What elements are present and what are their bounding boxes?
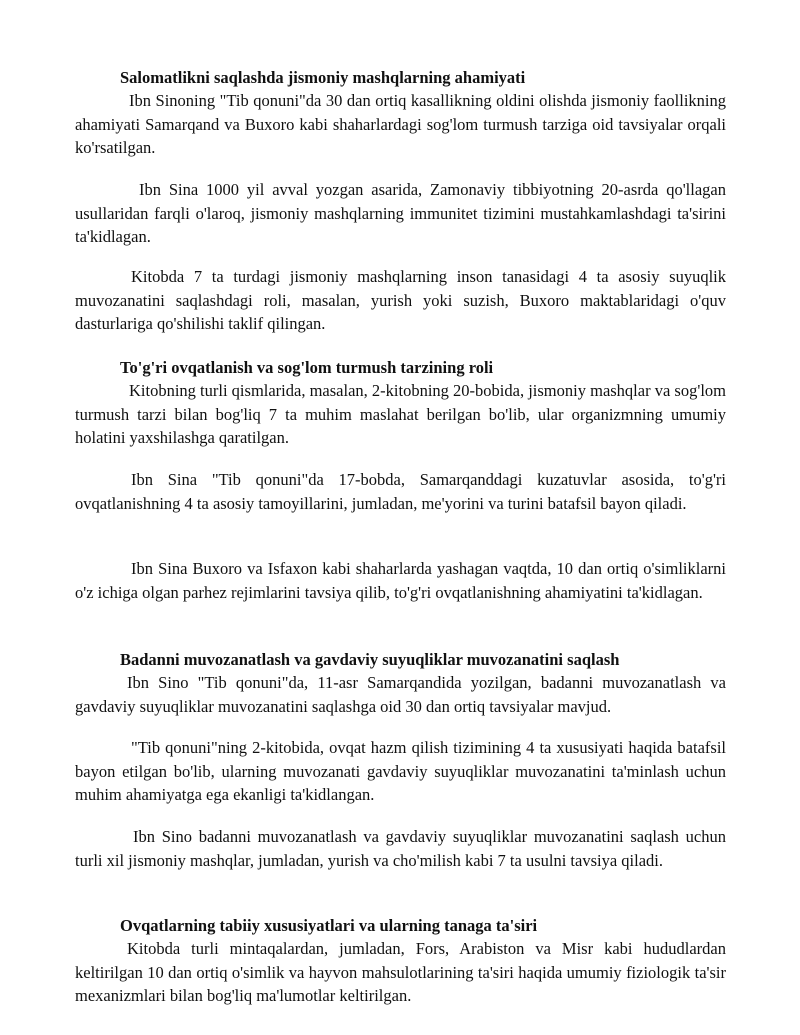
section-heading: To'g'ri ovqatlanish va sog'lom turmush tarzining roli: [120, 358, 494, 377]
paragraph: Ibn Sino badanni muvozanatlash va gavdaviy suyuqliklar muvozanatini saqlash uchun turli xil jismoniy mashqlar, jumladan, yurish va cho'milish kabi 7 ta usulni tavsiya qiladi.: [75, 827, 726, 870]
paragraph: Kitobning turli qismlarida, masalan, 2-kitobning 20-bobida, jismoniy mashqlar va sog'lom turmush tarzi bilan bog'liq 7 ta muhim maslahat berilgan bo'lib, ular organizmning umumiy holatini yaxshilashga qaratilgan.: [75, 381, 726, 447]
paragraph: "Tib qonuni"ning 2-kitobida, ovqat hazm qilish tizimining 4 ta xususiyati haqida batafsil bayon etilgan bo'lib, ularning muvozanati gavdaviy suyuqliklar muvozanatini ta'minlash uchun muhim ahamiyatga ega ekanligi ta'kidlangan.: [75, 738, 726, 804]
paragraph: Kitobda turli mintaqalardan, jumladan, Fors, Arabiston va Misr kabi hududlardan keltirilgan 10 dan ortiq o'simlik va hayvon mahsulotlarining ta'siri haqida umumiy fiziologik ta'sir mexanizmlari bilan bog'liq ma'lumotlar keltirilgan.: [75, 939, 726, 1005]
paragraph: Ibn Sina "Tib qonuni"da 17-bobda, Samarqanddagi kuzatuvlar asosida, to'g'ri ovqatlanishning 4 ta asosiy tamoyillarini, jumladan, me'yorini va turini batafsil bayon qiladi.: [75, 470, 726, 513]
paragraph: Ibn Sino "Tib qonuni"da, 11-asr Samarqandida yozilgan, badanni muvozanatlash va gavdaviy suyuqliklar muvozanatini saqlashga oid 30 dan ortiq tavsiyalar mavjud.: [75, 673, 726, 716]
section-heading: Salomatlikni saqlashda jismoniy mashqlarning ahamiyati: [120, 68, 526, 87]
paragraph: Kitobda 7 ta turdagi jismoniy mashqlarning inson tanasidagi 4 ta asosiy suyuqlik muvozanatini saqlashdagi roli, masalan, yurish yoki suzish, Buxoro maktablaridagi o'quv dasturlariga qo'shilishi taklif qilingan.: [75, 267, 726, 333]
paragraph: Ibn Sina Buxoro va Isfaxon kabi shaharlarda yashagan vaqtda, 10 dan ortiq o'simliklarni o'z ichiga olgan parhez rejimlarini tavsiya qilib, to'g'ri ovqatlanishning ahamiyatini ta'kidlagan.: [75, 559, 726, 602]
paragraph: Ibn Sinoning "Tib qonuni"da 30 dan ortiq kasallikning oldini olishda jismoniy faollikning ahamiyati Samarqand va Buxoro kabi shaharlardagi sog'lom turmush tarziga oid tavsiyalar orqali ko'rsatilgan.: [75, 91, 726, 157]
section-heading: Badanni muvozanatlash va gavdaviy suyuqliklar muvozanatini saqlash: [120, 650, 620, 669]
paragraph: Ibn Sina 1000 yil avval yozgan asarida, Zamonaviy tibbiyotning 20-asrda qo'llagan usullaridan farqli o'laroq, jismoniy mashqlarning immunitet tizimini mustahkamlashdagi ta'sirini ta'kidlagan.: [75, 180, 726, 246]
section-heading: Ovqatlarning tabiiy xususiyatlari va ularning tanaga ta'siri: [120, 916, 538, 935]
